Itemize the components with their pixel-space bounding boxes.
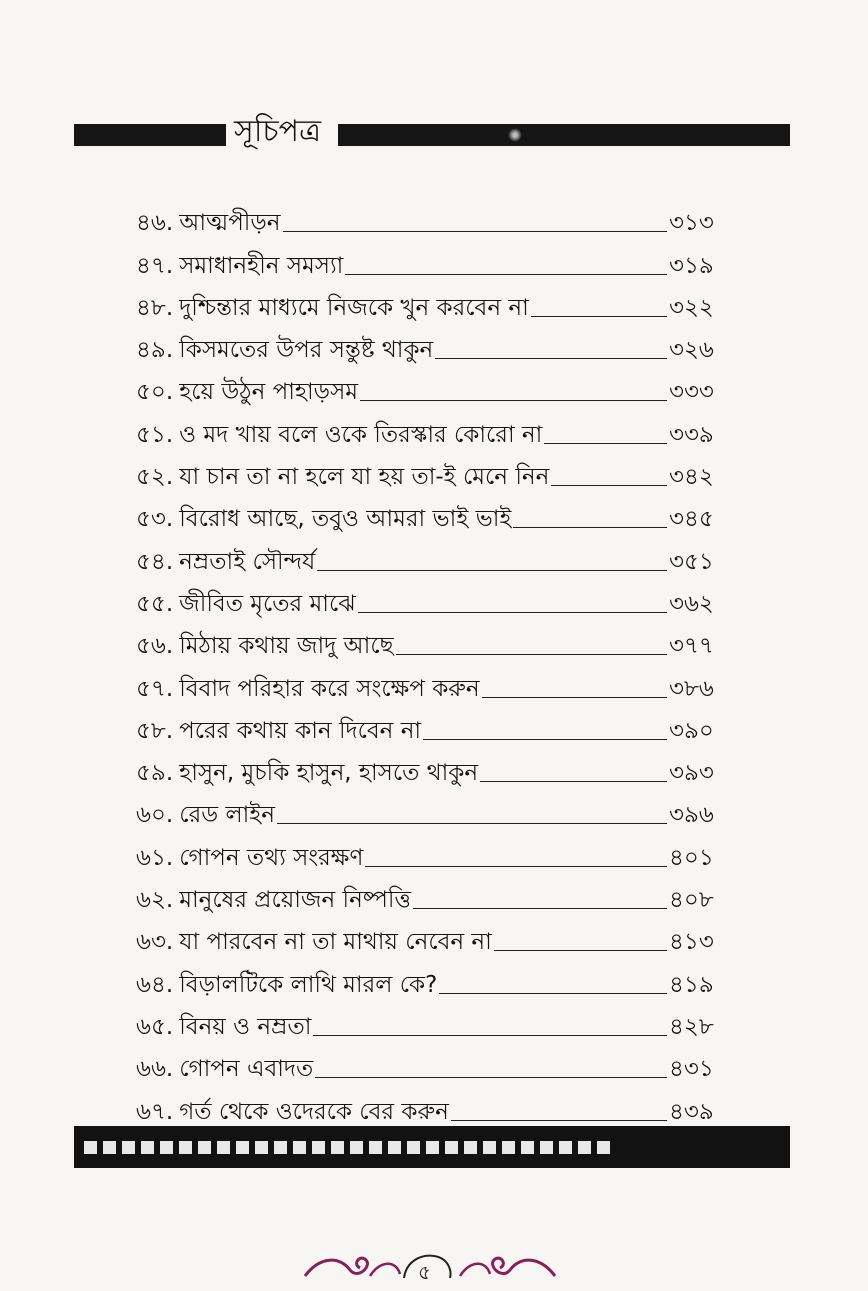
toc-entry-number: ৫৯. xyxy=(136,760,174,787)
toc-entry-title: গোপন তথ্য সংরক্ষণ xyxy=(179,844,364,871)
table-of-contents xyxy=(136,196,731,1127)
toc-entry-number: ৪৬. xyxy=(136,210,174,237)
toc-entry-page: ৪০১ xyxy=(669,844,714,871)
header-bar-right xyxy=(338,124,790,146)
toc-entry-title: কিসমতের উপর সন্তুষ্ট থাকুন xyxy=(179,337,434,364)
toc-entry xyxy=(136,788,731,830)
footer-square xyxy=(293,1141,306,1154)
page-ornament xyxy=(300,1236,560,1284)
footer-square xyxy=(388,1141,401,1154)
toc-entry-number: ৫৫. xyxy=(136,590,174,617)
toc-entry-number: ৫৮. xyxy=(136,717,174,744)
toc-entry-number: ৫০. xyxy=(136,379,174,406)
toc-entry-page: ৩১৩ xyxy=(669,210,714,237)
toc-entry-page: ৩৯৩ xyxy=(669,760,714,787)
toc-leader-line xyxy=(551,485,667,486)
toc-entry-page: ৪১৯ xyxy=(669,971,714,998)
footer-square xyxy=(407,1141,420,1154)
toc-leader-line xyxy=(439,993,667,994)
toc-entry xyxy=(136,704,731,746)
toc-leader-line xyxy=(396,654,667,655)
toc-entry-title: গর্ত থেকে ওদেরকে বের করুন xyxy=(179,1098,449,1125)
toc-entry-title: বিরোধ আছে, তবুও আমরা ভাই ভাই xyxy=(179,506,512,533)
footer-square xyxy=(198,1141,211,1154)
toc-entry-page: ৩৬২ xyxy=(669,590,714,617)
toc-entry-number: ৫৪. xyxy=(136,548,174,575)
footer-square xyxy=(84,1141,97,1154)
toc-entry-title: আত্মপীড়ন xyxy=(179,210,281,237)
footer-square xyxy=(141,1141,154,1154)
toc-entry-title: নম্রতাই সৌন্দর্য xyxy=(179,548,316,575)
toc-leader-line xyxy=(480,781,667,782)
toc-leader-line xyxy=(277,823,667,824)
toc-entry-number: ৫১. xyxy=(136,421,174,448)
toc-leader-line xyxy=(423,739,667,740)
toc-entry-title: হাসুন, মুচকি হাসুন, হাসতে থাকুন xyxy=(179,760,479,787)
toc-leader-line xyxy=(413,908,667,909)
toc-entry xyxy=(136,407,731,449)
footer-square xyxy=(445,1141,458,1154)
toc-entry-title: মিঠায় কথায় জাদু আছে xyxy=(179,633,394,660)
toc-entry xyxy=(136,1042,731,1084)
footer-square xyxy=(426,1141,439,1154)
toc-leader-line xyxy=(315,1077,667,1078)
toc-leader-line xyxy=(531,316,667,317)
toc-leader-line xyxy=(317,570,667,571)
toc-entry-page: ৩৯০ xyxy=(669,717,714,744)
footer-square xyxy=(217,1141,230,1154)
toc-leader-line xyxy=(513,527,667,528)
toc-entry-title: জীবিত মৃতের মাঝে xyxy=(179,590,356,617)
toc-leader-line xyxy=(494,950,667,951)
toc-entry-title: যা চান তা না হলে যা হয় তা-ই মেনে নিন xyxy=(179,464,550,491)
toc-entry xyxy=(136,619,731,661)
toc-entry-page: ৪৩৯ xyxy=(669,1098,714,1125)
toc-leader-line xyxy=(358,612,667,613)
footer-square xyxy=(312,1141,325,1154)
toc-entry-page: ৪১৩ xyxy=(669,929,714,956)
toc-entry xyxy=(136,577,731,619)
toc-entry-number: ৫২. xyxy=(136,464,174,491)
toc-entry xyxy=(136,238,731,280)
toc-entry-page: ৩৮৬ xyxy=(669,675,714,702)
toc-entry-number: ৪৯. xyxy=(136,337,174,364)
toc-entry-number: ৬৬. xyxy=(136,1056,174,1083)
toc-entry-title: ও মদ খায় বলে ওকে তিরস্কার কোরো না xyxy=(179,421,543,448)
toc-entry xyxy=(136,661,731,703)
footer-square xyxy=(179,1141,192,1154)
footer-square xyxy=(350,1141,363,1154)
footer-square xyxy=(578,1141,591,1154)
toc-entry-number: ৬০. xyxy=(136,802,174,829)
toc-entry-number: ৬২. xyxy=(136,887,174,914)
footer-square xyxy=(274,1141,287,1154)
toc-entry-page: ৩৪৫ xyxy=(669,506,714,533)
toc-entry-page: ৩৭৭ xyxy=(669,633,714,660)
toc-entry-title: পরের কথায় কান দিবেন না xyxy=(179,717,422,744)
toc-entry-title: রেড লাইন xyxy=(179,802,275,829)
toc-entry-page: ৩৯৬ xyxy=(669,802,714,829)
toc-entry xyxy=(136,492,731,534)
page-title: সূচিপত্র xyxy=(234,114,321,149)
toc-entry xyxy=(136,1084,731,1126)
footer-square xyxy=(369,1141,382,1154)
toc-entry-title: গোপন এবাদত xyxy=(179,1056,314,1083)
toc-entry xyxy=(136,873,731,915)
toc-entry-page: ৩১৯ xyxy=(669,252,714,279)
footer-square xyxy=(597,1141,610,1154)
toc-entry-number: ৫৩. xyxy=(136,506,174,533)
header-bar-left xyxy=(74,124,226,146)
toc-entry xyxy=(136,534,731,576)
contents-header xyxy=(74,114,790,149)
footer-square xyxy=(331,1141,344,1154)
toc-entry-page: ৪২৮ xyxy=(669,1013,714,1040)
footer-square xyxy=(255,1141,268,1154)
toc-entry xyxy=(136,281,731,323)
toc-entry-number: ৫৬. xyxy=(136,633,174,660)
footer-square xyxy=(540,1141,553,1154)
toc-leader-line xyxy=(360,400,667,401)
toc-entry-title: হয়ে উঠুন পাহাড়সম xyxy=(179,379,359,406)
toc-entry xyxy=(136,915,731,957)
toc-entry-number: ৬৫. xyxy=(136,1013,174,1040)
toc-entry xyxy=(136,365,731,407)
toc-entry xyxy=(136,450,731,492)
footer-square xyxy=(160,1141,173,1154)
toc-leader-line xyxy=(451,1120,667,1121)
toc-leader-line xyxy=(482,697,667,698)
footer-square xyxy=(559,1141,572,1154)
toc-entry xyxy=(136,323,731,365)
footer-square xyxy=(122,1141,135,1154)
toc-leader-line xyxy=(544,443,667,444)
toc-entry-number: ৫৭. xyxy=(136,675,174,702)
toc-entry-page: ৪৩১ xyxy=(669,1056,714,1083)
toc-entry-page: ৩৩৩ xyxy=(669,379,714,406)
toc-entry-number: ৬৩. xyxy=(136,929,174,956)
footer-square xyxy=(236,1141,249,1154)
toc-entry xyxy=(136,196,731,238)
toc-entry-title: বিবাদ পরিহার করে সংক্ষেপ করুন xyxy=(179,675,480,702)
footer-square xyxy=(103,1141,116,1154)
toc-entry-number: ৬৪. xyxy=(136,971,174,998)
toc-entry-page: ৩২৬ xyxy=(669,337,714,364)
toc-leader-line xyxy=(345,274,667,275)
toc-leader-line xyxy=(365,866,667,867)
toc-entry-title: সমাধানহীন সমস্যা xyxy=(179,252,344,279)
toc-entry-title: যা পারবেন না তা মাথায় নেবেন না xyxy=(179,929,492,956)
toc-entry-title: মানুষের প্রয়োজন নিষ্পত্তি xyxy=(179,887,411,914)
toc-entry-page: ৪০৮ xyxy=(669,887,714,914)
toc-entry xyxy=(136,830,731,872)
toc-entry xyxy=(136,957,731,999)
footer-decorative-bar xyxy=(74,1126,790,1168)
footer-square xyxy=(464,1141,477,1154)
footer-square xyxy=(521,1141,534,1154)
toc-entry-page: ৩৪২ xyxy=(669,464,714,491)
toc-entry-number: ৪৮. xyxy=(136,294,174,321)
toc-entry-number: ৬১. xyxy=(136,844,174,871)
footer-square xyxy=(502,1141,515,1154)
footer-square xyxy=(483,1141,496,1154)
toc-entry xyxy=(136,1000,731,1042)
toc-entry-number: ৪৭. xyxy=(136,252,174,279)
toc-entry-page: ৩৩৯ xyxy=(669,421,714,448)
toc-entry-title: দুশ্চিন্তার মাধ্যমে নিজকে খুন করবেন না xyxy=(179,294,529,321)
toc-entry-page: ৩৫১ xyxy=(669,548,714,575)
toc-leader-line xyxy=(313,1035,667,1036)
toc-entry-title: বিনয় ও নম্রতা xyxy=(179,1013,312,1040)
toc-leader-line xyxy=(283,231,667,232)
toc-entry-page: ৩২২ xyxy=(669,294,714,321)
toc-entry xyxy=(136,746,731,788)
page-number: ৫ xyxy=(418,1260,431,1284)
toc-leader-line xyxy=(435,358,667,359)
toc-entry-title: বিড়ালটিকে লাথি মারল কে? xyxy=(179,971,438,998)
toc-entry-number: ৬৭. xyxy=(136,1098,174,1125)
